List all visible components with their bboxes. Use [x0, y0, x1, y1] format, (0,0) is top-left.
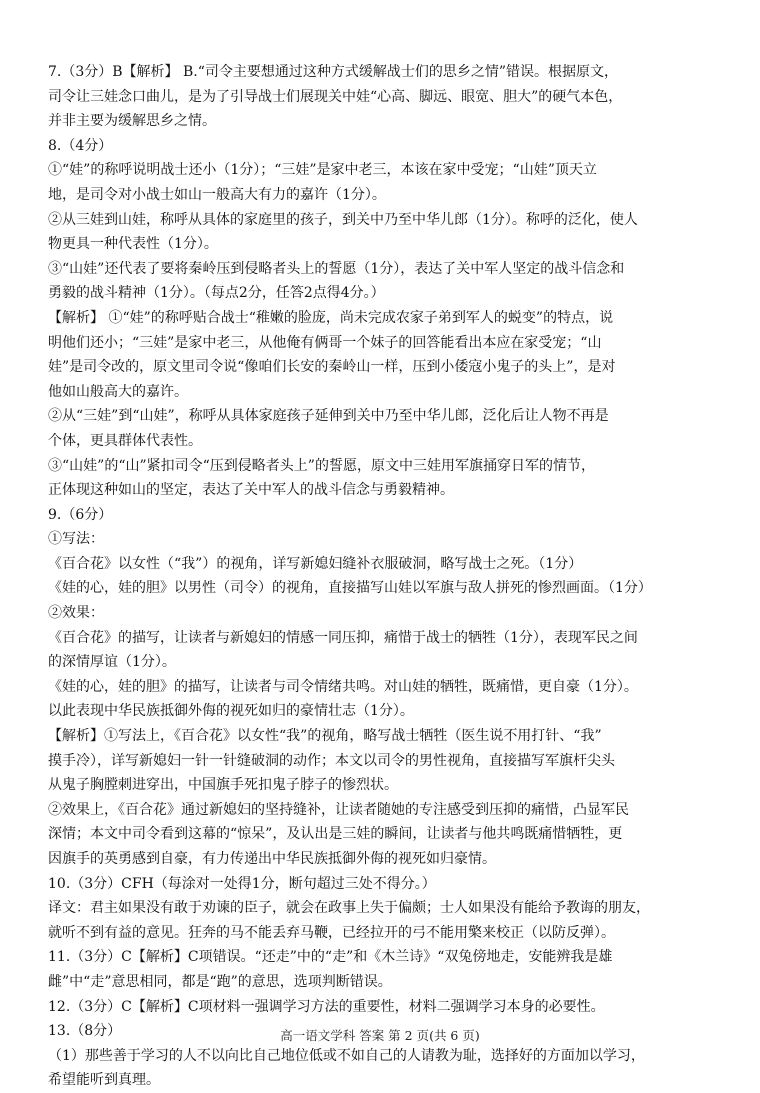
- text-line: 7.（3分）B【解析】 B.“司令主要想通过这种方式缓解战士们的思乡之情”错误。根据原文，: [48, 64, 619, 80]
- text-line: ③“山娃”的“山”紧扣司令“压到侵略者头上”的誓愿，原文中三娃用军旗捅穿日军的情节，: [48, 457, 595, 474]
- text-line: 12.（3分）C【解析】C项材料一强调学习方法的重要性，材料二强调学习本身的必要性。: [48, 998, 605, 1015]
- text-line: 10.（3分）CFH（每涂对一处得1分，断句超过三处不得分。）: [48, 875, 436, 892]
- text-line: 摸手冷），详写新媳妇一针一针缝破洞的动作；本文以司令的男性视角，直接描写军旗杆尖头: [48, 752, 615, 769]
- text-line: ②从三娃到山娃，称呼从具体的家庭里的孩子，到关中乃至中华儿郎（1分）。称呼的泛化，使人: [48, 211, 638, 228]
- text-line: 他如山般高大的嘉许。: [48, 383, 188, 400]
- text-line: 明他们还小；“三娃”是家中老三，从他俺有俩哥一个妹子的回答能看出本应在家受宠；“山: [48, 334, 602, 351]
- text-line: 因旗手的英勇感到自豪，有力传递出中华民族抵御外侮的视死如归豪情。: [48, 851, 496, 867]
- text-line: 《娃的心，娃的胆》以男性（司令）的视角，直接描写山娃以军旗与敌人拼死的惨烈画面。（1分）: [48, 580, 652, 597]
- text-line: 的深情厚谊（1分）。: [48, 654, 176, 671]
- text-line: 娃”是司令改的，原文里司令说“像咱们长安的秦岭山一样，压到小倭寇小鬼子的头上”，是对: [48, 359, 616, 376]
- text-line: 勇毅的战斗精神（1分）。（每点2分，任答2点得4分。）: [48, 285, 385, 302]
- page-footer: 高一语文学科 答案 第 2 页(共 6 页): [280, 1028, 480, 1043]
- text-line: 个体，更具群体代表性。: [48, 432, 202, 449]
- text-line: （1）那些善于学习的人不以向比自己地位低或不如自己的人请教为耻，选择好的方面加以学习，: [48, 1047, 645, 1064]
- text-line: 就听不到有益的意见。狂奔的马不能丢弃马鞭，已经拉开的弓不能用檠来校正（以防反弹）。: [48, 924, 615, 941]
- text-line: ②从“三娃”到“山娃”，称呼从具体家庭孩子延伸到关中乃至中华儿郎，泛化后让人物不再是: [48, 408, 609, 425]
- text-line: 物更具一种代表性（1分）。: [48, 236, 218, 253]
- text-line: ③“山娃”还代表了要将秦岭压到侵略者头上的誓愿（1分），表达了关中军人坚定的战斗信念和: [48, 260, 625, 277]
- text-line: ②效果：: [48, 605, 104, 622]
- text-line: 并非主要为缓解思乡之情。: [48, 113, 216, 130]
- text-line: 地，是司令对小战士如山一般高大有力的嘉许（1分）。: [48, 186, 386, 203]
- text-line: 9.（6分）: [48, 506, 113, 523]
- text-line: 11.（3分）C【解析】C项错误。“还走”中的“走”和《木兰诗》“双兔傍地走，安能辨我是雄: [48, 949, 613, 966]
- text-line: ①“娃”的称呼说明战士还小（1分）；“三娃”是家中老三，本该在家中受宠；“山娃”顶天立: [48, 162, 597, 179]
- text-line: 8.（4分）: [48, 137, 113, 154]
- text-line: 译文：君主如果没有敢于劝谏的臣子，就会在政事上失于偏颇；士人如果没有能给予教诲的朋友，: [48, 900, 650, 917]
- text-line: 《百合花》以女性（“我”）的视角，详写新媳妇缝补衣服破洞，略写战士之死。（1分）: [48, 555, 583, 572]
- text-line: 【解析】 ①“娃”的称呼贴合战士“稚嫩的脸庞，尚未完成农家子弟到军人的蜕变”的特点，说: [48, 309, 614, 326]
- text-line: 《娃的心，娃的胆》的描写，让读者与司令情绪共鸣。对山娃的牺牲，既痛惜，更自豪（1分）。: [48, 678, 638, 695]
- text-line: 正体现这种如山的坚定，表达了关中军人的战斗信念与勇毅精神。: [48, 482, 454, 499]
- text-line: 《百合花》的描写，让读者与新媳妇的情感一同压抑，痛惜于战士的牺牲（1分），表现军民之间: [48, 629, 638, 646]
- text-line: 从鬼子胸膛刺进穿出，中国旗手死扣鬼子脖子的惨烈状。: [48, 777, 398, 794]
- text-line: 希望能听到真理。: [48, 1072, 160, 1089]
- text-line: 13.（8分）: [48, 1023, 122, 1040]
- text-line: 【解析】①写法上，《百合花》以女性“我”的视角，略写战士牺牲（医生说不用打针、“我”: [48, 728, 602, 745]
- answer-content: [48, 60, 718, 1093]
- text-line: ②效果上，《百合花》通过新媳妇的坚持缝补，让读者随她的专注感受到压抑的痛惜，凸显军民: [48, 801, 629, 818]
- text-line: 雌”中“走”意思相同，都是“跑”的意思，选项判断错误。: [48, 973, 392, 990]
- text-line: 深情；本文中司令看到这幕的“惊呆”，及认出是三娃的瞬间，让读者与他共鸣既痛惜牺牲，更: [48, 826, 623, 843]
- text-line: 司令让三娃念口曲儿，是为了引导战士们展现关中娃“心高、脚远、眼宽、胆大”的硬气本色，: [48, 88, 623, 105]
- text-line: 以此表现中华民族抵御外侮的视死如归的豪情壮志（1分）。: [48, 703, 414, 720]
- text-line: ①写法：: [48, 531, 104, 548]
